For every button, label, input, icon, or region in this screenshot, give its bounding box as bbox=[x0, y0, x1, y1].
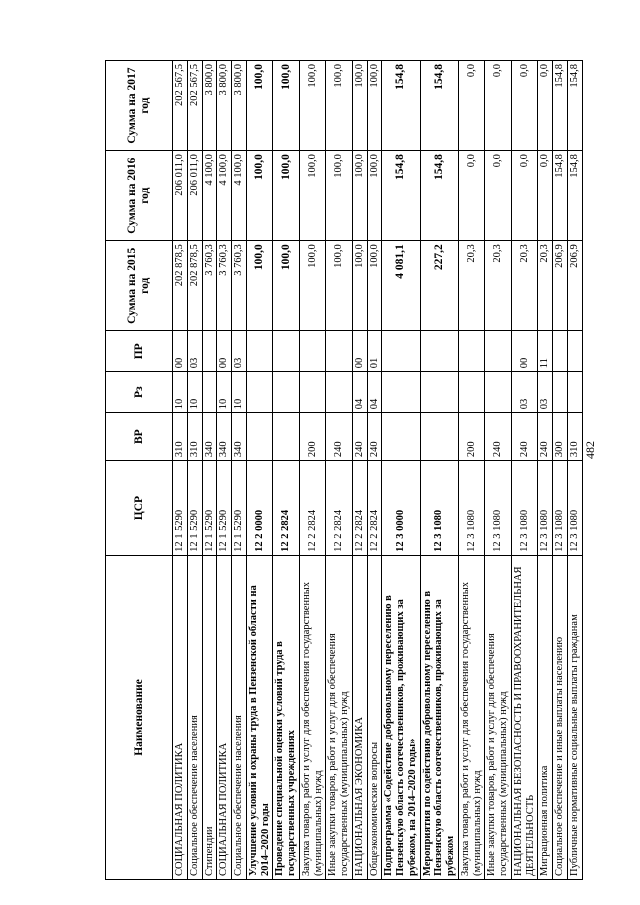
cell-name: Стипендии bbox=[202, 555, 217, 879]
cell-sum-2017: 154,8 bbox=[420, 61, 458, 151]
cell-csr: 12 3 1080 bbox=[538, 461, 553, 556]
cell-sum-2016: 100,0 bbox=[273, 151, 300, 241]
cell-sum-2015: 20,3 bbox=[485, 241, 512, 331]
cell-vr: 240 bbox=[538, 413, 553, 461]
cell-rz bbox=[485, 372, 512, 413]
cell-sum-2017: 0,0 bbox=[485, 61, 512, 151]
cell-sum-2015: 202 878,5 bbox=[187, 241, 202, 331]
cell-rz bbox=[553, 372, 568, 413]
cell-vr: 200 bbox=[458, 413, 485, 461]
cell-sum-2016: 100,0 bbox=[246, 151, 273, 241]
cell-vr: 340 bbox=[202, 413, 217, 461]
cell-vr bbox=[273, 413, 300, 461]
cell-csr: 12 2 2824 bbox=[299, 461, 326, 556]
table-row bbox=[485, 61, 512, 880]
cell-pr: 01 bbox=[367, 331, 382, 372]
cell-pr: 11 bbox=[538, 331, 553, 372]
cell-vr: 240 bbox=[511, 413, 538, 461]
cell-name: Социальное обеспечение населения bbox=[187, 555, 202, 879]
table-row bbox=[382, 61, 420, 880]
table-row bbox=[246, 61, 273, 880]
cell-pr bbox=[382, 331, 420, 372]
cell-pr bbox=[553, 331, 568, 372]
cell-name: Публичные нормативные социальные выплаты гражданам bbox=[567, 555, 582, 879]
cell-sum-2017: 100,0 bbox=[273, 61, 300, 151]
cell-sum-2017: 3 800,0 bbox=[232, 61, 247, 151]
cell-rz: 10 bbox=[217, 372, 232, 413]
cell-sum-2017: 100,0 bbox=[299, 61, 326, 151]
cell-pr bbox=[326, 331, 353, 372]
table-row bbox=[299, 61, 326, 880]
header-sum-2017: Сумма на 2017 год bbox=[106, 61, 173, 151]
cell-sum-2015: 206,9 bbox=[567, 241, 582, 331]
rotated-page-content bbox=[105, 60, 580, 880]
cell-name: НАЦИОНАЛЬНАЯ БЕЗОПАСНОСТЬ И ПРАВООХРАНИТЕЛЬНАЯ ДЕЯТЕЛЬНОСТЬ bbox=[511, 555, 538, 879]
cell-sum-2016: 0,0 bbox=[485, 151, 512, 241]
cell-vr: 300 bbox=[553, 413, 568, 461]
cell-pr: 00 bbox=[511, 331, 538, 372]
page-number: 482 bbox=[583, 441, 597, 459]
cell-sum-2015: 3 760,3 bbox=[202, 241, 217, 331]
cell-name: НАЦИОНАЛЬНАЯ ЭКОНОМИКА bbox=[352, 555, 367, 879]
table-row bbox=[567, 61, 582, 880]
cell-vr bbox=[246, 413, 273, 461]
table-row bbox=[273, 61, 300, 880]
cell-sum-2016: 4 100,0 bbox=[202, 151, 217, 241]
cell-rz bbox=[567, 372, 582, 413]
cell-pr: 00 bbox=[173, 331, 188, 372]
table-row bbox=[232, 61, 247, 880]
cell-name: Иные закупки товаров, работ и услуг для обеспечения государственных (муниципальных) нужд bbox=[485, 555, 512, 879]
header-vr: ВР bbox=[106, 413, 173, 461]
cell-pr: 00 bbox=[217, 331, 232, 372]
cell-csr: 12 1 5290 bbox=[173, 461, 188, 556]
cell-sum-2016: 206 011,0 bbox=[173, 151, 188, 241]
cell-pr bbox=[420, 331, 458, 372]
cell-sum-2016: 4 100,0 bbox=[217, 151, 232, 241]
cell-sum-2016: 0,0 bbox=[458, 151, 485, 241]
cell-vr: 310 bbox=[567, 413, 582, 461]
cell-rz: 04 bbox=[367, 372, 382, 413]
cell-csr: 12 1 5290 bbox=[187, 461, 202, 556]
cell-pr bbox=[246, 331, 273, 372]
cell-name: Миграционная политика bbox=[538, 555, 553, 879]
cell-pr bbox=[485, 331, 512, 372]
cell-sum-2017: 0,0 bbox=[538, 61, 553, 151]
cell-sum-2017: 100,0 bbox=[326, 61, 353, 151]
header-sum-2015: Сумма на 2015 год bbox=[106, 241, 173, 331]
cell-pr: 03 bbox=[232, 331, 247, 372]
table-row bbox=[202, 61, 217, 880]
cell-vr: 240 bbox=[485, 413, 512, 461]
cell-name: СОЦИАЛЬНАЯ ПОЛИТИКА bbox=[217, 555, 232, 879]
cell-sum-2016: 154,8 bbox=[553, 151, 568, 241]
cell-pr: 00 bbox=[352, 331, 367, 372]
cell-sum-2017: 3 800,0 bbox=[217, 61, 232, 151]
cell-name: Закупка товаров, работ и услуг для обеспечения государственных (муниципальных) нужд bbox=[299, 555, 326, 879]
cell-sum-2015: 100,0 bbox=[246, 241, 273, 331]
cell-rz bbox=[299, 372, 326, 413]
cell-csr: 12 3 1080 bbox=[485, 461, 512, 556]
cell-sum-2017: 202 567,5 bbox=[173, 61, 188, 151]
cell-vr: 310 bbox=[187, 413, 202, 461]
cell-sum-2016: 154,8 bbox=[382, 151, 420, 241]
cell-pr bbox=[273, 331, 300, 372]
header-pr: ПР bbox=[106, 331, 173, 372]
cell-csr: 12 2 2824 bbox=[352, 461, 367, 556]
header-name: Наименование bbox=[106, 555, 173, 879]
cell-vr: 240 bbox=[352, 413, 367, 461]
cell-sum-2015: 20,3 bbox=[458, 241, 485, 331]
table-row bbox=[420, 61, 458, 880]
header-rz: Рз bbox=[106, 372, 173, 413]
cell-rz: 10 bbox=[187, 372, 202, 413]
cell-sum-2015: 100,0 bbox=[367, 241, 382, 331]
cell-csr: 12 1 5290 bbox=[217, 461, 232, 556]
cell-sum-2016: 0,0 bbox=[538, 151, 553, 241]
cell-sum-2016: 4 100,0 bbox=[232, 151, 247, 241]
cell-pr bbox=[567, 331, 582, 372]
cell-sum-2016: 100,0 bbox=[352, 151, 367, 241]
cell-csr: 12 2 0000 bbox=[246, 461, 273, 556]
cell-name: Мероприятия по содействию добровольному переселению в Пензенскую область соотечественников, проживающих за рубежом bbox=[420, 555, 458, 879]
cell-pr: 03 bbox=[187, 331, 202, 372]
cell-csr: 12 3 1080 bbox=[458, 461, 485, 556]
cell-sum-2016: 206 011,0 bbox=[187, 151, 202, 241]
cell-rz bbox=[420, 372, 458, 413]
table-row bbox=[511, 61, 538, 880]
cell-rz: 04 bbox=[352, 372, 367, 413]
cell-csr: 12 3 1080 bbox=[511, 461, 538, 556]
cell-rz bbox=[273, 372, 300, 413]
cell-pr bbox=[299, 331, 326, 372]
header-sum-2016: Сумма на 2016 год bbox=[106, 151, 173, 241]
cell-sum-2015: 3 760,3 bbox=[217, 241, 232, 331]
cell-sum-2016: 100,0 bbox=[326, 151, 353, 241]
table-row bbox=[458, 61, 485, 880]
table-row bbox=[367, 61, 382, 880]
cell-sum-2015: 100,0 bbox=[326, 241, 353, 331]
cell-csr: 12 3 0000 bbox=[382, 461, 420, 556]
cell-csr: 12 3 1080 bbox=[567, 461, 582, 556]
cell-sum-2017: 202 567,5 bbox=[187, 61, 202, 151]
cell-sum-2016: 154,8 bbox=[567, 151, 582, 241]
cell-rz bbox=[246, 372, 273, 413]
cell-pr bbox=[202, 331, 217, 372]
cell-name: СОЦИАЛЬНАЯ ПОЛИТИКА bbox=[173, 555, 188, 879]
cell-sum-2017: 154,8 bbox=[382, 61, 420, 151]
cell-sum-2017: 0,0 bbox=[458, 61, 485, 151]
cell-rz bbox=[202, 372, 217, 413]
cell-sum-2017: 3 800,0 bbox=[202, 61, 217, 151]
cell-sum-2015: 227,2 bbox=[420, 241, 458, 331]
table-row bbox=[553, 61, 568, 880]
cell-csr: 12 3 1080 bbox=[420, 461, 458, 556]
cell-name: Улучшение условий и охраны труда в Пензенской области на 2014–2020 годы bbox=[246, 555, 273, 879]
cell-sum-2015: 20,3 bbox=[511, 241, 538, 331]
cell-sum-2017: 100,0 bbox=[352, 61, 367, 151]
cell-sum-2017: 154,8 bbox=[553, 61, 568, 151]
cell-sum-2015: 3 760,3 bbox=[232, 241, 247, 331]
cell-rz bbox=[458, 372, 485, 413]
table-row bbox=[352, 61, 367, 880]
cell-vr: 240 bbox=[326, 413, 353, 461]
cell-rz: 03 bbox=[511, 372, 538, 413]
cell-name: Закупка товаров, работ и услуг для обеспечения государственных (муниципальных) нужд bbox=[458, 555, 485, 879]
cell-sum-2016: 0,0 bbox=[511, 151, 538, 241]
header-csr: ЦСР bbox=[106, 461, 173, 556]
cell-csr: 12 1 5290 bbox=[232, 461, 247, 556]
cell-rz bbox=[382, 372, 420, 413]
cell-vr: 310 bbox=[173, 413, 188, 461]
cell-sum-2016: 100,0 bbox=[367, 151, 382, 241]
cell-name: Общеэкономические вопросы bbox=[367, 555, 382, 879]
cell-sum-2015: 100,0 bbox=[299, 241, 326, 331]
cell-name: Подпрограмма «Содействие добровольному переселению в Пензенскую область соотечественников, проживающих за рубежом, на 2014–2020 годы» bbox=[382, 555, 420, 879]
cell-vr: 340 bbox=[232, 413, 247, 461]
table-row bbox=[326, 61, 353, 880]
cell-sum-2017: 154,8 bbox=[567, 61, 582, 151]
cell-name: Социальное обеспечение и иные выплаты населению bbox=[553, 555, 568, 879]
cell-csr: 12 1 5290 bbox=[202, 461, 217, 556]
cell-vr: 240 bbox=[367, 413, 382, 461]
cell-rz: 10 bbox=[173, 372, 188, 413]
cell-sum-2016: 100,0 bbox=[299, 151, 326, 241]
table-body bbox=[173, 61, 583, 880]
cell-name: Иные закупки товаров, работ и услуг для обеспечения государственных (муниципальных) нужд bbox=[326, 555, 353, 879]
budget-table bbox=[105, 60, 583, 880]
cell-name: Социальное обеспечение населения bbox=[232, 555, 247, 879]
cell-sum-2015: 206,9 bbox=[553, 241, 568, 331]
cell-sum-2015: 202 878,5 bbox=[173, 241, 188, 331]
cell-sum-2017: 100,0 bbox=[367, 61, 382, 151]
cell-sum-2015: 100,0 bbox=[352, 241, 367, 331]
cell-vr bbox=[420, 413, 458, 461]
cell-csr: 12 2 2824 bbox=[367, 461, 382, 556]
table-row bbox=[187, 61, 202, 880]
cell-csr: 12 2 2824 bbox=[326, 461, 353, 556]
cell-rz: 10 bbox=[232, 372, 247, 413]
cell-rz bbox=[326, 372, 353, 413]
cell-vr: 200 bbox=[299, 413, 326, 461]
table-header-row bbox=[106, 61, 173, 880]
cell-csr: 12 2 2824 bbox=[273, 461, 300, 556]
cell-sum-2017: 100,0 bbox=[246, 61, 273, 151]
table-row bbox=[217, 61, 232, 880]
cell-sum-2015: 20,3 bbox=[538, 241, 553, 331]
table-row bbox=[538, 61, 553, 880]
cell-rz: 03 bbox=[538, 372, 553, 413]
cell-name: Проведение специальной оценки условий труда в государственных учреждениях bbox=[273, 555, 300, 879]
cell-sum-2017: 0,0 bbox=[511, 61, 538, 151]
cell-sum-2015: 100,0 bbox=[273, 241, 300, 331]
cell-csr: 12 3 1080 bbox=[553, 461, 568, 556]
cell-pr bbox=[458, 331, 485, 372]
cell-vr: 340 bbox=[217, 413, 232, 461]
cell-vr bbox=[382, 413, 420, 461]
table-row bbox=[173, 61, 188, 880]
cell-sum-2015: 4 081,1 bbox=[382, 241, 420, 331]
cell-sum-2016: 154,8 bbox=[420, 151, 458, 241]
